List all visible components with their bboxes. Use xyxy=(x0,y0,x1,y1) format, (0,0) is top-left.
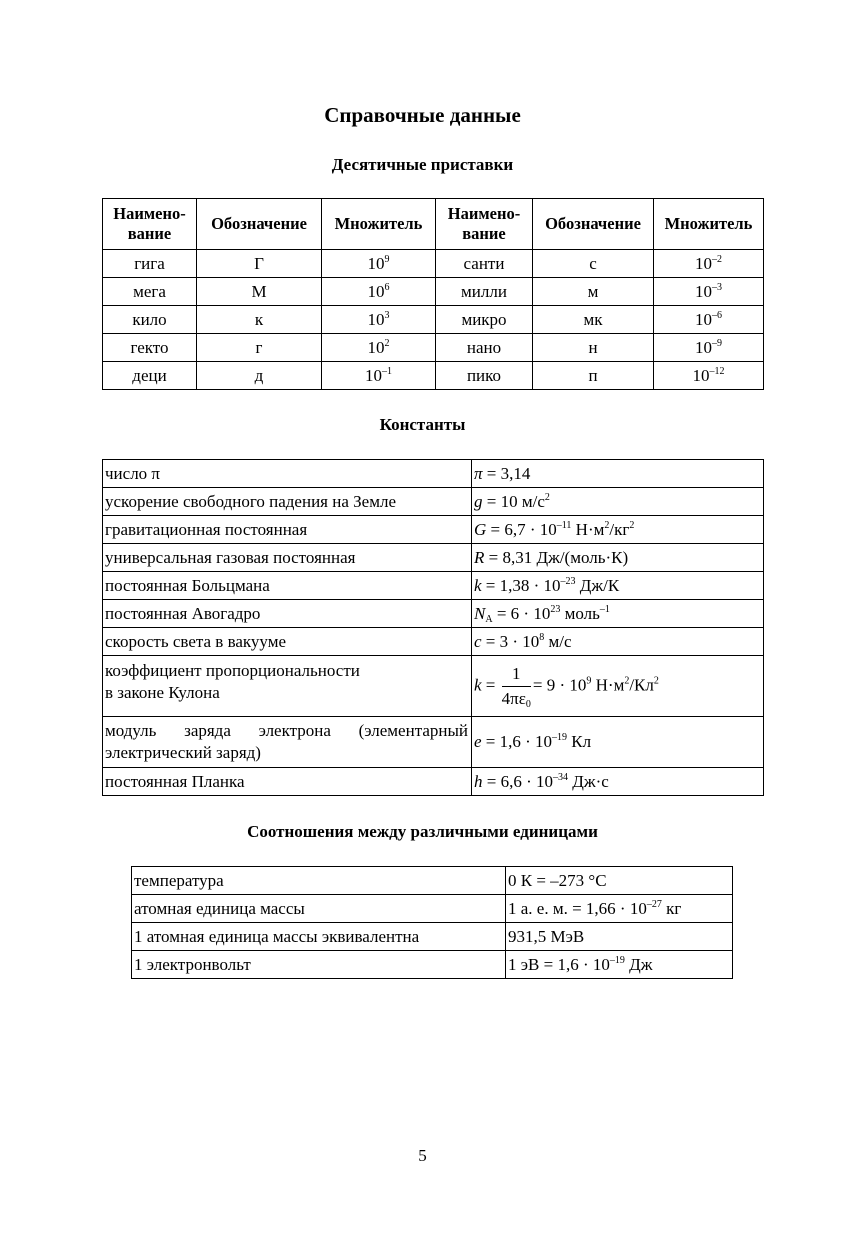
constant-name: модуль заряда электрона (элементарный электрический заряд) xyxy=(103,717,472,768)
unit-value: 0 К = –273 °С xyxy=(506,867,733,895)
prefix-symbol: Г xyxy=(197,250,322,278)
constant-value: k = $\frac{1}{4\pi\varepsilon_0}$ = $9 \cdot 10^9$ $Н\cdot м^2/Кл^2$ xyxy=(472,656,764,717)
prefixes-title: Десятичные приставки xyxy=(331,155,514,174)
table-row xyxy=(103,628,764,656)
prefix-name: гига xyxy=(103,250,197,278)
table-row xyxy=(103,717,764,768)
units-table xyxy=(131,866,733,979)
constant-value: $h = 6,6 \cdot 10^{-34}$ Дж·с xyxy=(472,768,764,796)
unit-name: атомная единица массы xyxy=(132,895,506,923)
table-row xyxy=(103,768,764,796)
constant-name: постоянная Авогадро xyxy=(103,600,472,628)
prefix-symbol: мк xyxy=(533,306,654,334)
constant-name: коэффициент пропорциональности в законе Кулона xyxy=(103,656,472,717)
prefix-symbol: м xyxy=(533,278,654,306)
prefix-multiplier: $10^6$ xyxy=(322,278,436,306)
prefix-multiplier: $10^{-3}$ xyxy=(654,278,764,306)
units-title: Соотношения между различными единицами xyxy=(247,822,598,841)
table-row xyxy=(132,895,733,923)
unit-name: 1 электронвольт xyxy=(132,951,506,979)
prefix-name: санти xyxy=(436,250,533,278)
unit-value: 931,5 МэВ xyxy=(506,923,733,951)
constant-value: g = 10 $м/с^2$ xyxy=(472,488,764,516)
constant-name: ускорение свободного падения на Земле xyxy=(103,488,472,516)
constant-value: $e = 1,6 \cdot 10^{-19}$ Кл xyxy=(472,717,764,768)
table-header-row xyxy=(103,199,764,250)
constant-value: $c = 3 \cdot 10^8$ м/с xyxy=(472,628,764,656)
constant-name: постоянная Больцмана xyxy=(103,572,472,600)
constant-value: $k = 1,38 \cdot 10^{-23}$ Дж/К xyxy=(472,572,764,600)
prefix-name: деци xyxy=(103,362,197,390)
constants-title: Константы xyxy=(379,415,466,434)
table-row xyxy=(103,306,764,334)
unit-value: 1 а. е. м. = $1,66 \cdot 10^{-27}$ кг xyxy=(506,895,733,923)
table-row xyxy=(103,516,764,544)
table-row xyxy=(103,600,764,628)
constant-name: постоянная Планка xyxy=(103,768,472,796)
table-row xyxy=(103,460,764,488)
prefix-name: гекто xyxy=(103,334,197,362)
table-row xyxy=(132,923,733,951)
table-row xyxy=(103,278,764,306)
prefix-name: пико xyxy=(436,362,533,390)
prefix-name: милли xyxy=(436,278,533,306)
unit-name: 1 атомная единица массы эквивалентна xyxy=(132,923,506,951)
constant-name: гравитационная постоянная xyxy=(103,516,472,544)
prefix-name: кило xyxy=(103,306,197,334)
prefix-multiplier: $10^{-9}$ xyxy=(654,334,764,362)
header-multiplier: Множитель xyxy=(654,199,764,250)
table-row xyxy=(103,334,764,362)
table-row xyxy=(103,656,764,717)
unit-value: 1 эВ = $1,6 \cdot 10^{-19}$ Дж xyxy=(506,951,733,979)
header-symbol: Обозначение xyxy=(197,199,322,250)
table-row xyxy=(132,951,733,979)
constant-name: число π xyxy=(103,460,472,488)
prefix-symbol: с xyxy=(533,250,654,278)
prefix-name: микро xyxy=(436,306,533,334)
prefix-name: мега xyxy=(103,278,197,306)
prefix-symbol: к xyxy=(197,306,322,334)
page-number: 5 xyxy=(418,1146,427,1165)
prefix-multiplier: $10^{-1}$ xyxy=(322,362,436,390)
prefix-multiplier: $10^{-6}$ xyxy=(654,306,764,334)
constant-value: $G = 6,7 \cdot 10^{-11}$ $Н\cdot м^2/кг^2$ xyxy=(472,516,764,544)
prefix-multiplier: $10^9$ xyxy=(322,250,436,278)
header-name: Наимено-вание xyxy=(103,199,197,250)
table-row xyxy=(103,488,764,516)
prefix-multiplier: $10^{-2}$ xyxy=(654,250,764,278)
fraction: $\frac{1}{4\pi\varepsilon_0}$ xyxy=(501,663,531,710)
constant-name: скорость света в вакууме xyxy=(103,628,472,656)
prefix-symbol: п xyxy=(533,362,654,390)
header-multiplier: Множитель xyxy=(322,199,436,250)
page-title: Справочные данные xyxy=(324,103,521,127)
header-symbol: Обозначение xyxy=(533,199,654,250)
table-row xyxy=(103,250,764,278)
table-row xyxy=(103,544,764,572)
prefix-name: нано xyxy=(436,334,533,362)
prefix-multiplier: $10^2$ xyxy=(322,334,436,362)
table-row xyxy=(132,867,733,895)
prefixes-table xyxy=(102,198,764,390)
constant-name: универсальная газовая постоянная xyxy=(103,544,472,572)
unit-name: температура xyxy=(132,867,506,895)
header-name: Наимено-вание xyxy=(436,199,533,250)
constant-value: $N_А = 6 \cdot 10^{23}$ моль$^{-1}$ xyxy=(472,600,764,628)
table-row xyxy=(103,572,764,600)
prefix-multiplier: $10^3$ xyxy=(322,306,436,334)
constant-value: R = 8,31 Дж/(моль·К) xyxy=(472,544,764,572)
table-row xyxy=(103,362,764,390)
prefix-symbol: г xyxy=(197,334,322,362)
prefix-symbol: д xyxy=(197,362,322,390)
prefix-symbol: М xyxy=(197,278,322,306)
prefix-symbol: н xyxy=(533,334,654,362)
prefix-multiplier: $10^{-12}$ xyxy=(654,362,764,390)
constants-table xyxy=(102,459,764,796)
constant-value: π = 3,14 xyxy=(472,460,764,488)
